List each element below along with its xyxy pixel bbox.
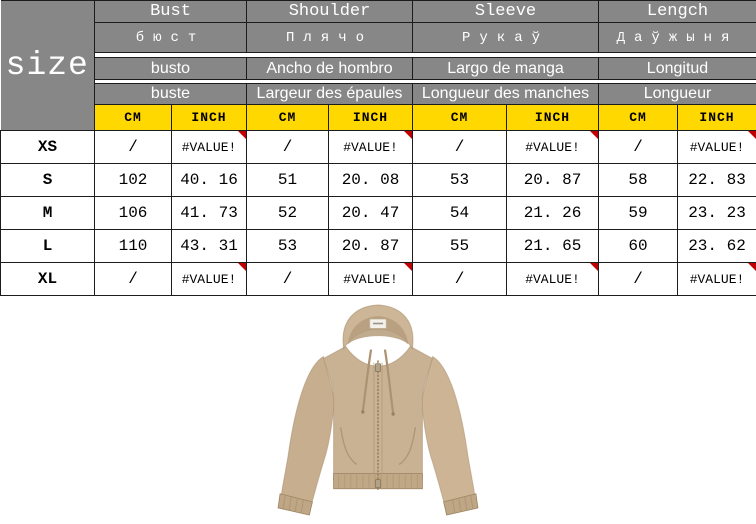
error-value-cell <box>507 263 599 296</box>
error-corner-icon <box>404 131 412 139</box>
header-row-cyrillic <box>1 23 756 53</box>
col-header-length-es: Longitud <box>599 58 756 80</box>
measurement-cell <box>599 230 678 263</box>
garment-left-sleeve <box>281 357 335 505</box>
measurement-cell <box>599 263 678 296</box>
error-value-cell <box>329 131 413 164</box>
measurement-value: 106 <box>118 204 148 222</box>
measurement-value: 22. 83 <box>688 171 746 189</box>
size-code-label: M <box>42 204 53 222</box>
header-row-spanish <box>1 58 756 80</box>
measurement-cell <box>172 164 247 197</box>
measurement-cell <box>95 131 172 164</box>
measurement-cell <box>599 197 678 230</box>
col-header-sleeve-fr: Longueur des manches <box>413 84 599 105</box>
measurement-value: #VALUE! <box>525 140 580 155</box>
unit-cm-bust: CM <box>95 105 172 131</box>
measurement-cell <box>247 131 329 164</box>
measurement-value: 21. 26 <box>523 204 582 222</box>
measurement-cell <box>95 230 172 263</box>
measurement-cell <box>678 164 756 197</box>
measurement-cell <box>95 164 172 197</box>
error-corner-icon <box>238 263 246 271</box>
measurement-value: 21. 65 <box>523 237 582 255</box>
measurement-value: 59 <box>628 204 648 222</box>
error-value-cell <box>172 263 247 296</box>
measurement-value: 40. 16 <box>180 171 238 189</box>
error-corner-icon <box>748 263 756 271</box>
error-corner-icon <box>590 131 598 139</box>
col-header-sleeve-es: Largo de manga <box>413 58 599 80</box>
measurement-cell <box>678 230 756 263</box>
size-row-l <box>1 230 756 263</box>
measurement-cell <box>507 164 599 197</box>
garment-zip-slider-bottom <box>375 480 380 488</box>
error-value-cell <box>507 131 599 164</box>
size-code-cell <box>1 164 95 197</box>
measurement-value: 55 <box>449 237 470 255</box>
col-header-bust-ru: бюст <box>95 23 247 53</box>
col-header-bust-fr: buste <box>95 84 247 105</box>
col-header-length-en: Lengch <box>599 1 756 23</box>
measurement-value: 41. 73 <box>180 204 238 222</box>
measurement-cell <box>172 230 247 263</box>
measurement-cell <box>247 164 329 197</box>
measurement-value: #VALUE! <box>181 272 237 287</box>
measurement-value: 23. 23 <box>688 204 746 222</box>
unit-inch-sleeve: INCH <box>507 105 599 131</box>
size-row-m <box>1 197 756 230</box>
col-header-shoulder-fr: Largeur des épaules <box>247 84 413 105</box>
measurement-value: 20. 47 <box>341 204 400 222</box>
garment-right-sleeve <box>421 357 475 505</box>
unit-inch-shoulder: INCH <box>329 105 413 131</box>
measurement-cell <box>329 197 413 230</box>
measurement-value: 20. 87 <box>523 171 582 189</box>
size-title-cell: size <box>1 1 95 131</box>
units-row <box>1 105 756 131</box>
measurement-value: 20. 87 <box>341 237 400 255</box>
measurement-value: 51 <box>277 171 298 189</box>
col-header-bust-en: Bust <box>95 1 247 23</box>
size-code-label: XL <box>37 270 58 288</box>
error-value-cell <box>678 131 756 164</box>
measurement-value: 102 <box>118 171 148 189</box>
measurement-cell <box>413 164 507 197</box>
measurement-value: 53 <box>277 237 298 255</box>
measurement-cell <box>172 197 247 230</box>
measurement-value: / <box>128 138 138 156</box>
measurement-cell <box>413 230 507 263</box>
measurement-cell <box>329 164 413 197</box>
measurement-value: / <box>128 270 138 288</box>
error-value-cell <box>329 263 413 296</box>
col-header-shoulder-en: Shoulder <box>247 1 413 23</box>
measurement-cell <box>247 197 329 230</box>
col-header-shoulder-es: Ancho de hombro <box>247 58 413 80</box>
size-row-xl <box>1 263 756 296</box>
header-row-french <box>1 84 756 105</box>
size-row-xs <box>1 131 756 164</box>
error-corner-icon <box>748 131 756 139</box>
garment-illustration <box>277 302 479 516</box>
unit-inch-length: INCH <box>678 105 756 131</box>
error-corner-icon <box>590 263 598 271</box>
measurement-cell <box>413 131 507 164</box>
size-row-s <box>1 164 756 197</box>
size-code-label: S <box>42 171 53 189</box>
measurement-value: / <box>282 270 293 288</box>
col-header-sleeve-en: Sleeve <box>413 1 599 23</box>
measurement-cell <box>329 230 413 263</box>
measurement-cell <box>599 164 678 197</box>
measurement-cell <box>247 230 329 263</box>
measurement-cell <box>413 197 507 230</box>
error-value-cell <box>172 131 247 164</box>
unit-inch-bust: INCH <box>172 105 247 131</box>
measurement-value: 58 <box>628 171 648 189</box>
measurement-cell <box>678 197 756 230</box>
unit-cm-shoulder: CM <box>247 105 329 131</box>
unit-cm-length: CM <box>599 105 678 131</box>
measurement-value: 110 <box>118 237 148 255</box>
measurement-value: 23. 62 <box>688 237 746 255</box>
error-corner-icon <box>404 263 412 271</box>
size-code-cell <box>1 230 95 263</box>
measurement-cell <box>599 131 678 164</box>
measurement-value: #VALUE! <box>343 140 398 155</box>
product-image <box>277 302 479 516</box>
unit-cm-sleeve: CM <box>413 105 507 131</box>
measurement-value: / <box>633 138 643 156</box>
measurement-value: #VALUE! <box>525 272 580 287</box>
col-header-shoulder-ru: Плячо <box>247 23 413 53</box>
measurement-value: 60 <box>628 237 648 255</box>
measurement-cell <box>247 263 329 296</box>
measurement-cell <box>507 197 599 230</box>
col-header-sleeve-ru: Рукаў <box>413 23 599 53</box>
measurement-value: / <box>282 138 293 156</box>
measurement-cell <box>413 263 507 296</box>
measurement-value: / <box>633 270 643 288</box>
measurement-value: 53 <box>449 171 470 189</box>
measurement-cell <box>95 263 172 296</box>
size-code-cell <box>1 131 95 164</box>
col-header-length-fr: Longueur <box>599 84 756 105</box>
size-code-cell <box>1 263 95 296</box>
col-header-length-ru: Даўжыня <box>599 23 756 53</box>
measurement-value: #VALUE! <box>689 272 745 287</box>
measurement-value: 43. 31 <box>180 237 238 255</box>
measurement-value: 52 <box>277 204 298 222</box>
measurement-value: #VALUE! <box>181 140 237 155</box>
measurement-cell <box>507 230 599 263</box>
garment-zip-slider-top <box>375 364 380 372</box>
measurement-value: 54 <box>449 204 470 222</box>
measurement-value: #VALUE! <box>689 140 745 155</box>
error-corner-icon <box>238 131 246 139</box>
size-code-label: L <box>42 237 53 255</box>
error-value-cell <box>678 263 756 296</box>
header-row-english <box>1 1 756 23</box>
measurement-value: 20. 08 <box>341 171 400 189</box>
size-code-label: XS <box>37 138 58 156</box>
size-code-cell <box>1 197 95 230</box>
measurement-value: #VALUE! <box>343 272 398 287</box>
col-header-bust-es: busto <box>95 58 247 80</box>
measurement-cell <box>95 197 172 230</box>
measurement-value: / <box>454 138 465 156</box>
measurement-value: / <box>454 270 465 288</box>
